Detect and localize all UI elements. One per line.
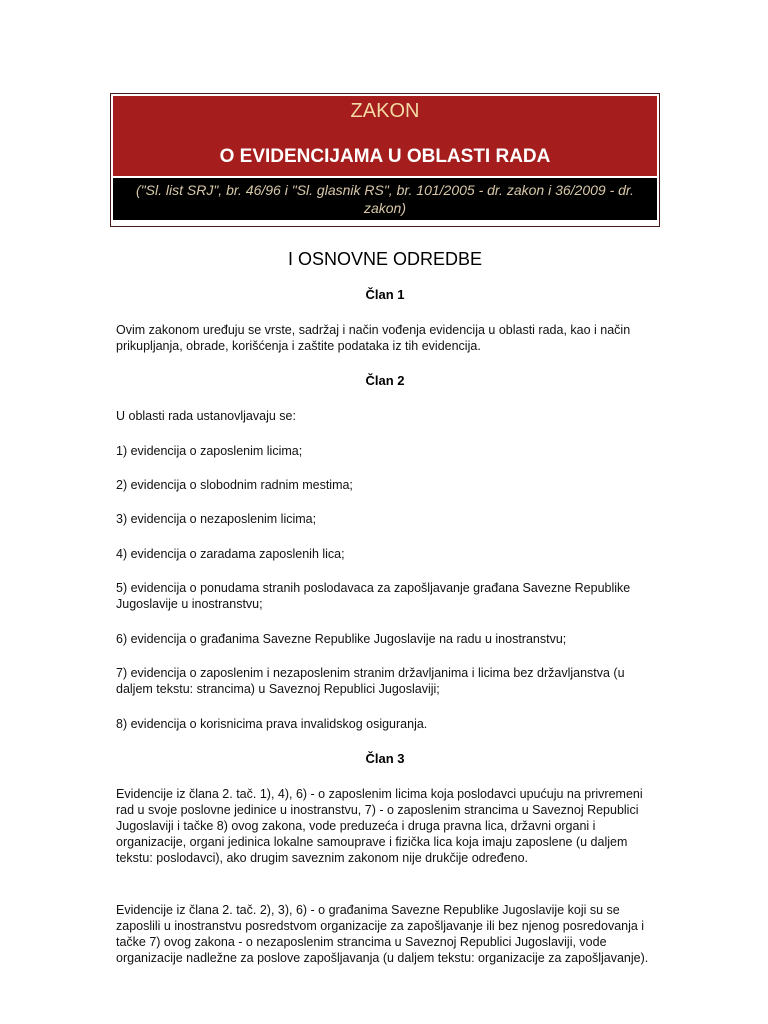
article-2-intro: U oblasti rada ustanovljavaju se:: [116, 409, 296, 423]
article-2-heading: Član 2: [365, 373, 405, 388]
article-3-paragraph: Evidencije iz člana 2. tač. 1), 4), 6) - o zaposlenim licima koja poslodavci upućuju na privremeni rad u svoje poslovne jedinice u inostranstvu, 7) - o zaposlenim strancima u Saveznoj Republici Jugoslaviji i tačke 8) ovog zakona, vode preduzeća i druga pravna lica, državni organi i organizacije, organi jedinica lokalne samouprave i fizička lica koja imaju zaposlene (u daljem tekstu: poslodavci), ako drugim saveznim zakonom nije drukčije određeno.: [116, 787, 643, 865]
article-2-item: 3) evidencija o nezaposlenim licima;: [116, 512, 317, 526]
law-subtitle: O EVIDENCIJAMA U OBLASTI RADA: [219, 146, 551, 167]
article-1-heading: Član 1: [365, 287, 405, 302]
header-citation-band: [113, 178, 657, 220]
header-title-band: [113, 96, 657, 176]
law-citation: ("Sl. list SRJ", br. 46/96 i "Sl. glasnik RS", br. 101/2005 - dr. zakon i 36/2009 - dr. zakon): [136, 182, 634, 216]
law-header: [110, 93, 660, 227]
article-2-item: 7) evidencija o zaposlenim i nezaposlenim stranim državljanima i licima bez državljanstva (u daljem tekstu: strancima) u Saveznoj Republici Jugoslaviji;: [116, 666, 625, 696]
article-1-paragraph: Ovim zakonom uređuju se vrste, sadržaj i način vođenja evidencija u oblasti rada, kao i način prikupljanja, obrade, korišćenja i zaštite podataka iz tih evidencija.: [116, 323, 631, 353]
article-3-heading: Član 3: [365, 751, 405, 766]
article-2-item: 4) evidencija o zaradama zaposlenih lica;: [116, 547, 345, 561]
law-title: ZAKON: [350, 100, 420, 122]
article-2-item: 8) evidencija o korisnicima prava invalidskog osiguranja.: [116, 717, 428, 731]
article-2-item: 2) evidencija o slobodnim radnim mestima;: [116, 478, 353, 492]
article-2-item: 5) evidencija o ponudama stranih poslodavaca za zapošljavanje građana Savezne Republike Jugoslavije u inostranstvu;: [116, 581, 631, 611]
article-2-item: 1) evidencija o zaposlenim licima;: [116, 444, 303, 458]
section-title: I OSNOVNE ODREDBE: [287, 249, 483, 269]
article-3-paragraph: Evidencije iz člana 2. tač. 2), 3), 6) - o građanima Savezne Republike Jugoslavije koji su se zaposlili u inostranstvu posredstvom organizacije za zapošljavanje ili bez njenog posredovanja i tačke 7) ovog zakona - o nezaposlenim strancima u Saveznoj Republici Jugoslaviji, vode organizacije nadležne za poslove zapošljavanja (u daljem tekstu: organizacije za zapošljavanje).: [116, 903, 649, 965]
article-2-item: 6) evidencija o građanima Savezne Republike Jugoslavije na radu u inostranstvu;: [116, 632, 567, 646]
